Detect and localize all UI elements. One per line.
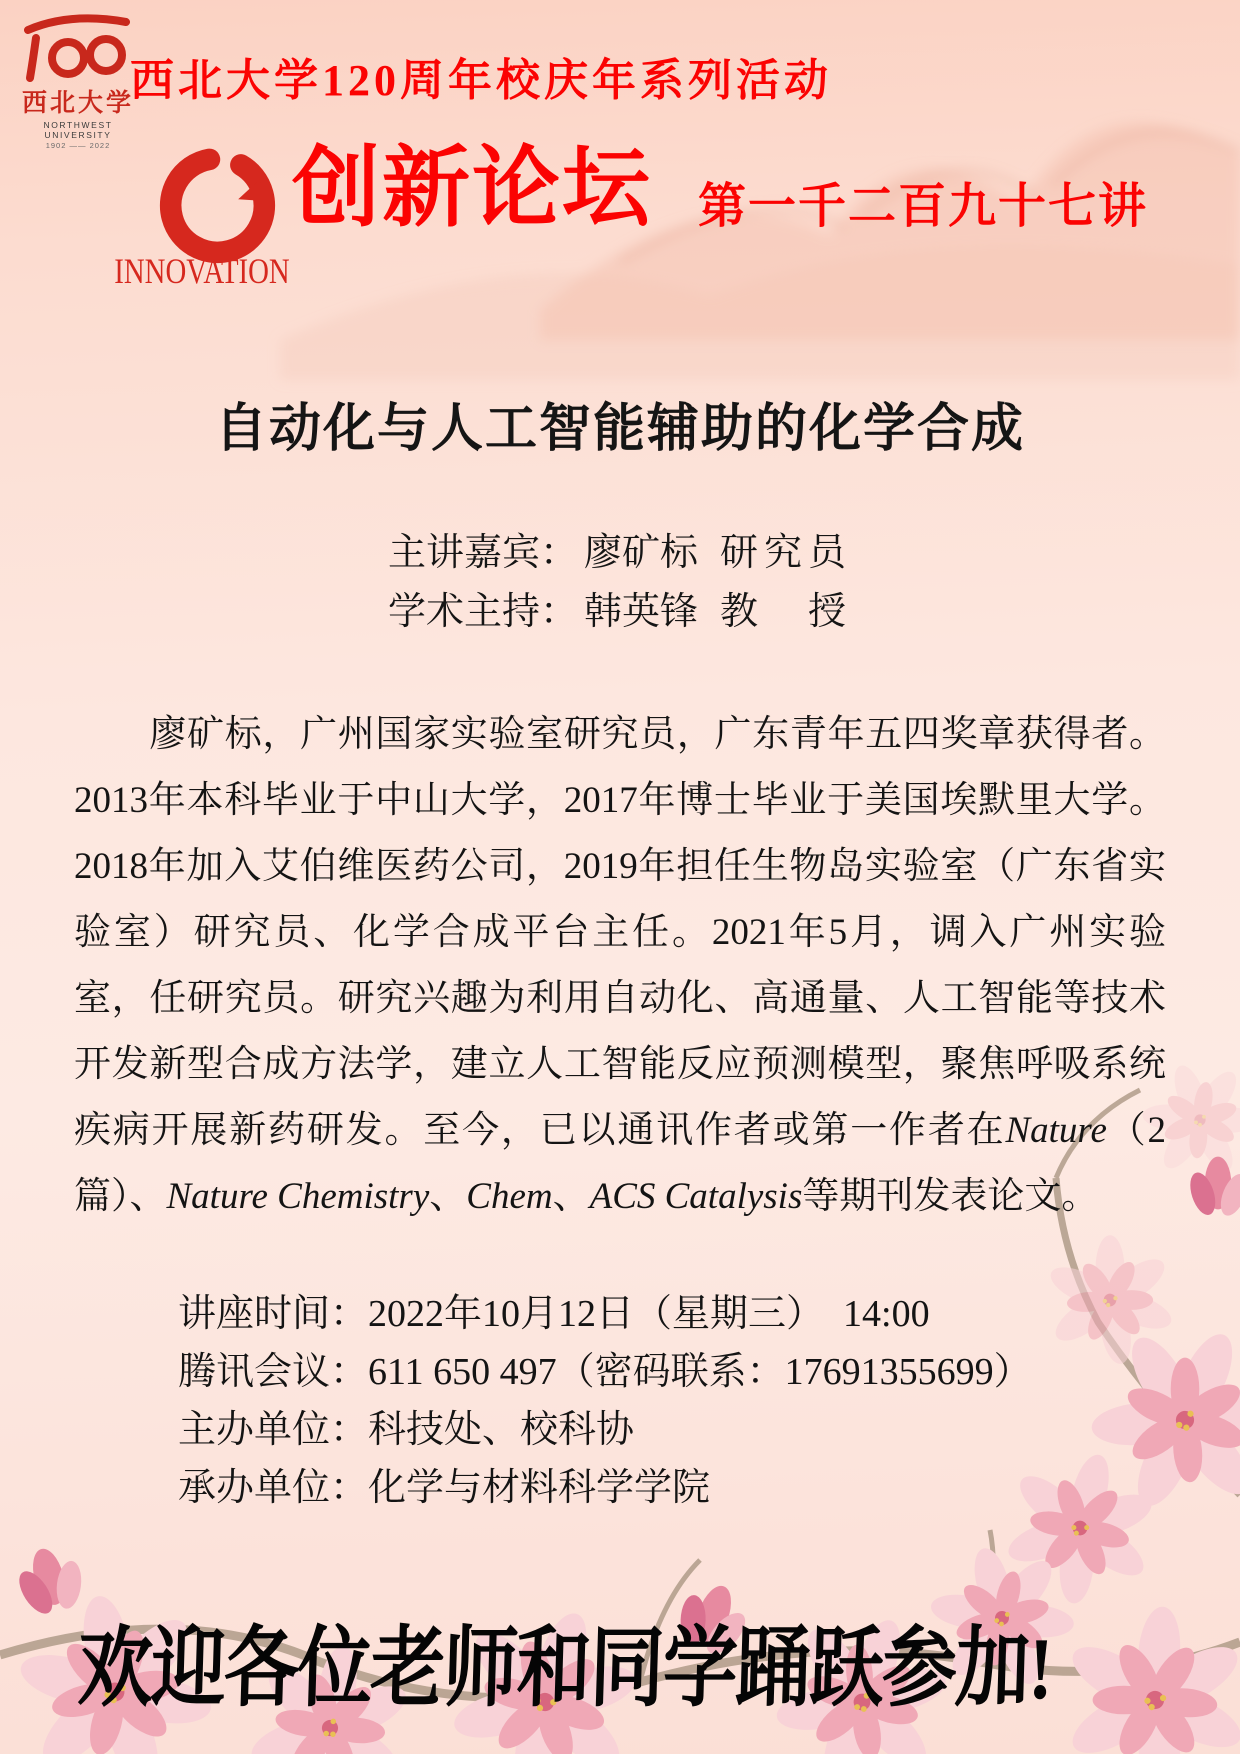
bio-line: 开发新型合成方法学，建立人工智能反应预测模型，聚焦呼吸系统 <box>74 1044 1166 1085</box>
innovation-wordmark: INNOVATION <box>114 251 290 291</box>
detail-meeting-value: 611 650 497（密码联系：17691355699） <box>368 1351 1032 1393</box>
speaker-name: 廖矿标 <box>583 532 698 574</box>
host-line <box>0 583 1240 642</box>
logo-anniversary-years: 1902 —— 2022 <box>45 141 111 151</box>
forum-session-number: 第一千二百九十七讲 <box>698 180 1149 233</box>
detail-undertaker-label: 承办单位： <box>178 1467 369 1509</box>
forum-title: 创新论坛 <box>292 138 653 237</box>
speaker-role: 研究员 <box>720 532 853 574</box>
speaker-biography <box>74 702 1166 1230</box>
detail-organizer-value: 科技处、校科协 <box>368 1409 635 1451</box>
anniversary-100-icon <box>22 12 134 86</box>
bio-line: 2018年加入艾伯维医药公司，2019年担任生物岛实验室（广东省实 <box>74 846 1166 887</box>
detail-organizer-label: 主办单位： <box>178 1409 369 1451</box>
anniversary-logo <box>16 12 140 150</box>
host-role: 教 授 <box>720 591 853 633</box>
bio-line: 室，任研究员。研究兴趣为利用自动化、高通量、人工智能等技术 <box>74 978 1166 1019</box>
logo-university-cn: 西北大学 <box>21 90 134 117</box>
bio-line: 2013年本科毕业于中山大学，2017年博士毕业于美国埃默里大学。 <box>74 780 1166 821</box>
lecture-title: 自动化与人工智能辅助的化学合成 <box>214 400 1025 458</box>
speaker-label: 主讲嘉宾： <box>387 532 578 574</box>
series-banner: 西北大学120周年校庆年系列活动 <box>130 56 832 105</box>
detail-meeting-label: 腾讯会议： <box>178 1351 369 1393</box>
detail-meeting <box>178 1343 1032 1401</box>
bio-line: 篇）、Nature Chemistry、Chem、ACS Catalysis等期刊发表论文。 <box>74 1176 1099 1217</box>
bio-line: 疾病开展新药研发。至今，已以通讯作者或第一作者在Nature（2 <box>74 1110 1167 1151</box>
logo-university-en: NORTHWEST UNIVERSITY <box>43 120 113 141</box>
guest-block <box>0 524 1240 642</box>
detail-undertaker <box>178 1459 1032 1517</box>
bio-line: 廖矿标，广州国家实验室研究员，广东青年五四奖章获得者。 <box>74 714 1166 755</box>
welcome-message: 欢迎各位老师和同学踊跃参加! <box>76 1621 1053 1718</box>
host-name: 韩英锋 <box>583 591 698 633</box>
host-label: 学术主持： <box>387 591 578 633</box>
bio-line: 验室）研究员、化学合成平台主任。2021年5月，调入广州实验 <box>74 912 1166 953</box>
detail-time-value: 2022年10月12日（星期三） 14:00 <box>368 1293 930 1335</box>
detail-time <box>178 1285 1032 1343</box>
detail-time-label: 讲座时间： <box>178 1293 369 1335</box>
detail-organizer <box>178 1401 1032 1459</box>
event-details <box>178 1285 1032 1517</box>
detail-undertaker-value: 化学与材料科学学院 <box>368 1467 711 1509</box>
speaker-line <box>0 524 1240 583</box>
